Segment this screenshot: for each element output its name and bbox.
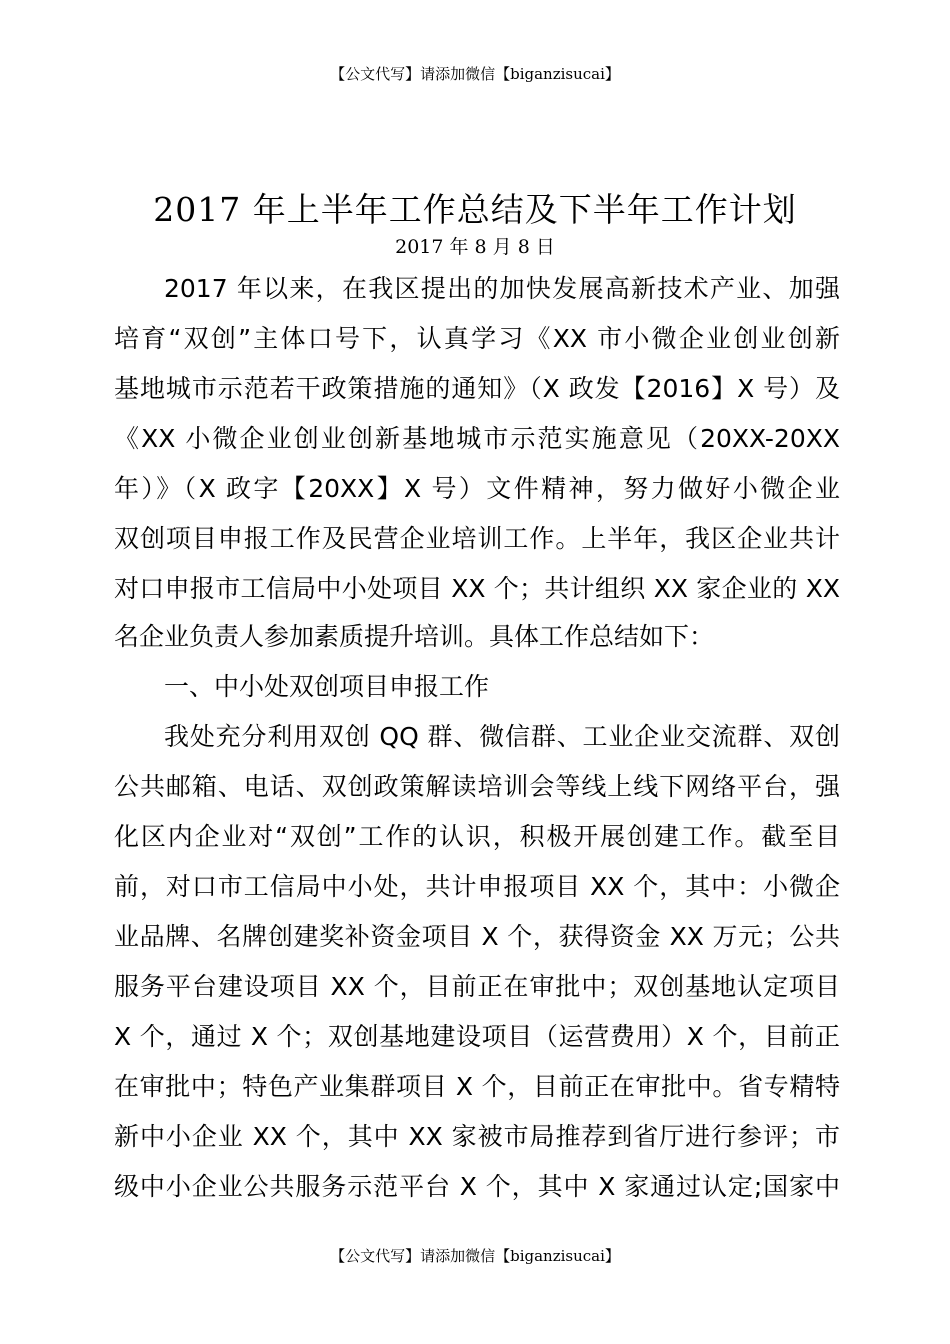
- body-line: 2017 年以来，在我区提出的加快发展高新技术产业、加强: [164, 274, 840, 303]
- document-title: 2017 年上半年工作总结及下半年工作计划: [153, 190, 797, 229]
- body-line: 双创项目申报工作及民营企业培训工作。上半年，我区企业共计: [114, 524, 840, 553]
- body-line: 公共邮箱、电话、双创政策解读培训会等线上线下网络平台，强: [114, 772, 840, 801]
- body-line: X 个，通过 X 个；双创基地建设项目（运营费用）X 个，目前正: [114, 1022, 840, 1051]
- document-date: 2017 年 8 月 8 日: [395, 236, 555, 258]
- body-line: 化区内企业对“双创”工作的认识，积极开展创建工作。截至目: [114, 822, 840, 851]
- body-line: 对口申报市工信局中小处项目 XX 个；共计组织 XX 家企业的 XX: [114, 574, 840, 603]
- body-line: 培育“双创”主体口号下，认真学习《XX 市小微企业创业创新: [114, 324, 840, 353]
- body-line: 我处充分利用双创 QQ 群、微信群、工业企业交流群、双创: [164, 722, 840, 751]
- section-heading: 一、中小处双创项目申报工作: [164, 672, 490, 701]
- body-line: 业品牌、名牌创建奖补资金项目 X 个，获得资金 XX 万元；公共: [114, 922, 840, 951]
- body-line: 《XX 小微企业创业创新基地城市示范实施意见（20XX-20XX: [114, 424, 840, 453]
- body-line: 基地城市示范若干政策措施的通知》（X 政发【2016】X 号）及: [114, 374, 840, 403]
- body-line: 在审批中；特色产业集群项目 X 个，目前正在审批中。省专精特: [114, 1072, 840, 1101]
- body-line: 名企业负责人参加素质提升培训。具体工作总结如下：: [114, 622, 715, 651]
- body-line: 级中小企业公共服务示范平台 X 个，其中 X 家通过认定;国家中: [114, 1172, 840, 1201]
- body-line: 服务平台建设项目 XX 个，目前正在审批中；双创基地认定项目: [114, 972, 840, 1001]
- body-line: 前，对口市工信局中小处，共计申报项目 XX 个，其中：小微企: [114, 872, 840, 901]
- header-note: 【公文代写】请添加微信【biganzisucai】: [330, 65, 620, 83]
- body-line: 新中小企业 XX 个，其中 XX 家被市局推荐到省厅进行参评；市: [114, 1122, 840, 1151]
- footer-note: 【公文代写】请添加微信【biganzisucai】: [330, 1247, 620, 1265]
- body-line: 年）》（X 政字【20XX】X 号）文件精神，努力做好小微企业: [114, 474, 840, 503]
